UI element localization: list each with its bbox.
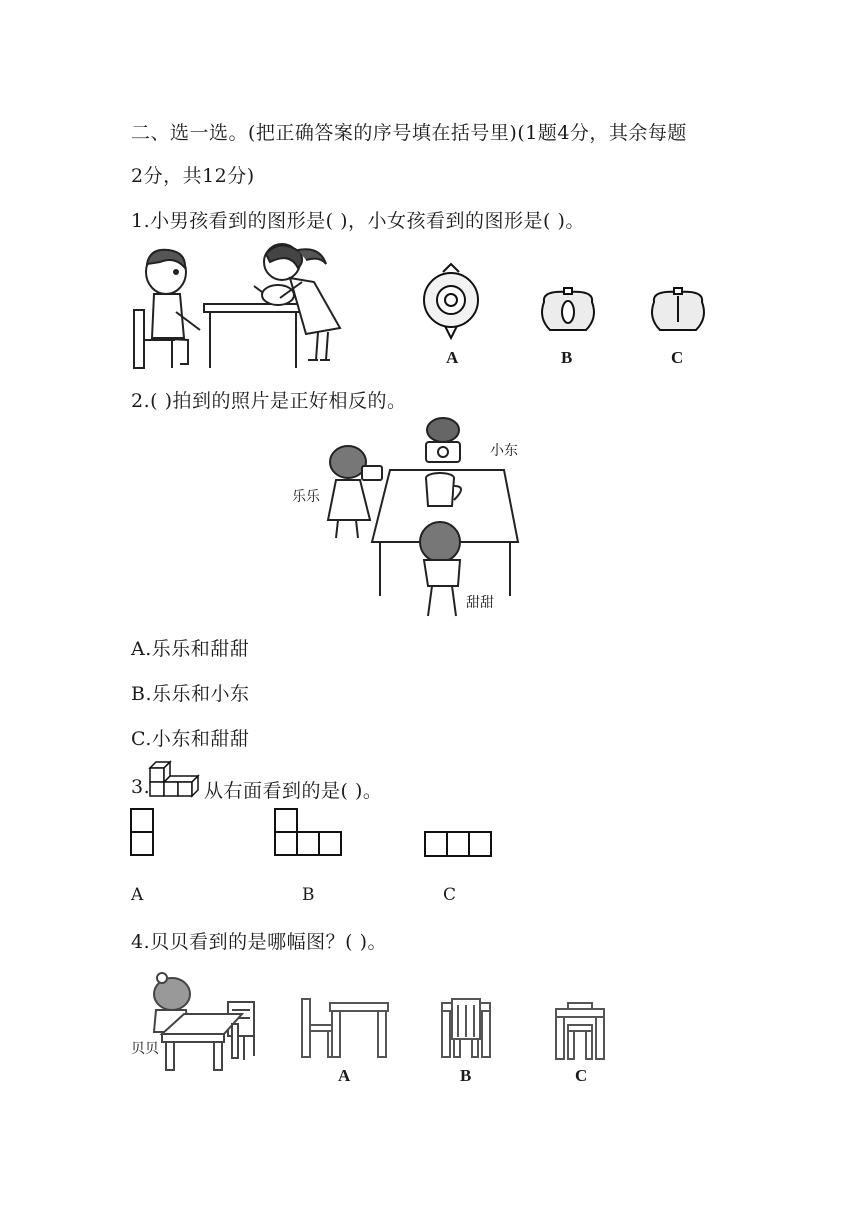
name-beibei: 贝贝	[131, 1041, 159, 1057]
q4-view-a-figure	[300, 997, 390, 1061]
q4-option-b: B	[460, 1066, 472, 1085]
question-1-text: 1.小男孩看到的图形是( )，小女孩看到的图形是( )。	[131, 210, 585, 232]
section-title-line2: 2分，共12分)	[131, 165, 255, 187]
q3-option-b: B	[302, 885, 315, 905]
q1-option-b: B	[561, 348, 573, 367]
teapot-top-view-a	[423, 264, 479, 339]
question-4-text: 4.贝贝看到的是哪幅图？( )。	[131, 931, 387, 953]
q3-view-a-figure	[130, 808, 154, 856]
q4-option-c: C	[575, 1066, 588, 1085]
boy-girl-teapot-illustration	[130, 242, 360, 372]
q3-view-b-figure	[273, 808, 343, 856]
question-2-text: 2.( )拍到的照片是正好相反的。	[131, 390, 407, 412]
section-title-line1: 二、选一选。(把正确答案的序号填在括号里)(1题4分，其余每题	[131, 122, 687, 144]
teapot-front-view-b	[538, 288, 598, 334]
name-tiantian: 甜甜	[466, 595, 494, 611]
q3-option-a: A	[131, 885, 144, 905]
question-3-text: 从右面看到的是( )。	[204, 780, 383, 802]
q2-choice-c: C.小东和甜甜	[131, 728, 250, 750]
q3-view-c-figure	[424, 831, 494, 857]
beibei-table-chair-illustration	[148, 974, 264, 1074]
q4-view-b-figure	[440, 997, 492, 1061]
teapot-back-view-c	[648, 288, 708, 334]
name-xiaodong: 小东	[490, 443, 518, 459]
name-lele: 乐乐	[292, 489, 320, 505]
q2-choice-a: A.乐乐和甜甜	[131, 638, 250, 660]
q1-option-c: C	[671, 348, 684, 367]
q2-choice-b: B.乐乐和小东	[131, 683, 250, 705]
q4-option-a: A	[338, 1066, 351, 1085]
cube-stack-3d-figure	[148, 762, 204, 798]
q4-view-c-figure	[554, 1001, 606, 1061]
q1-option-a: A	[446, 348, 459, 367]
question-3-number: 3.	[131, 776, 151, 798]
q3-option-c: C	[443, 885, 457, 905]
